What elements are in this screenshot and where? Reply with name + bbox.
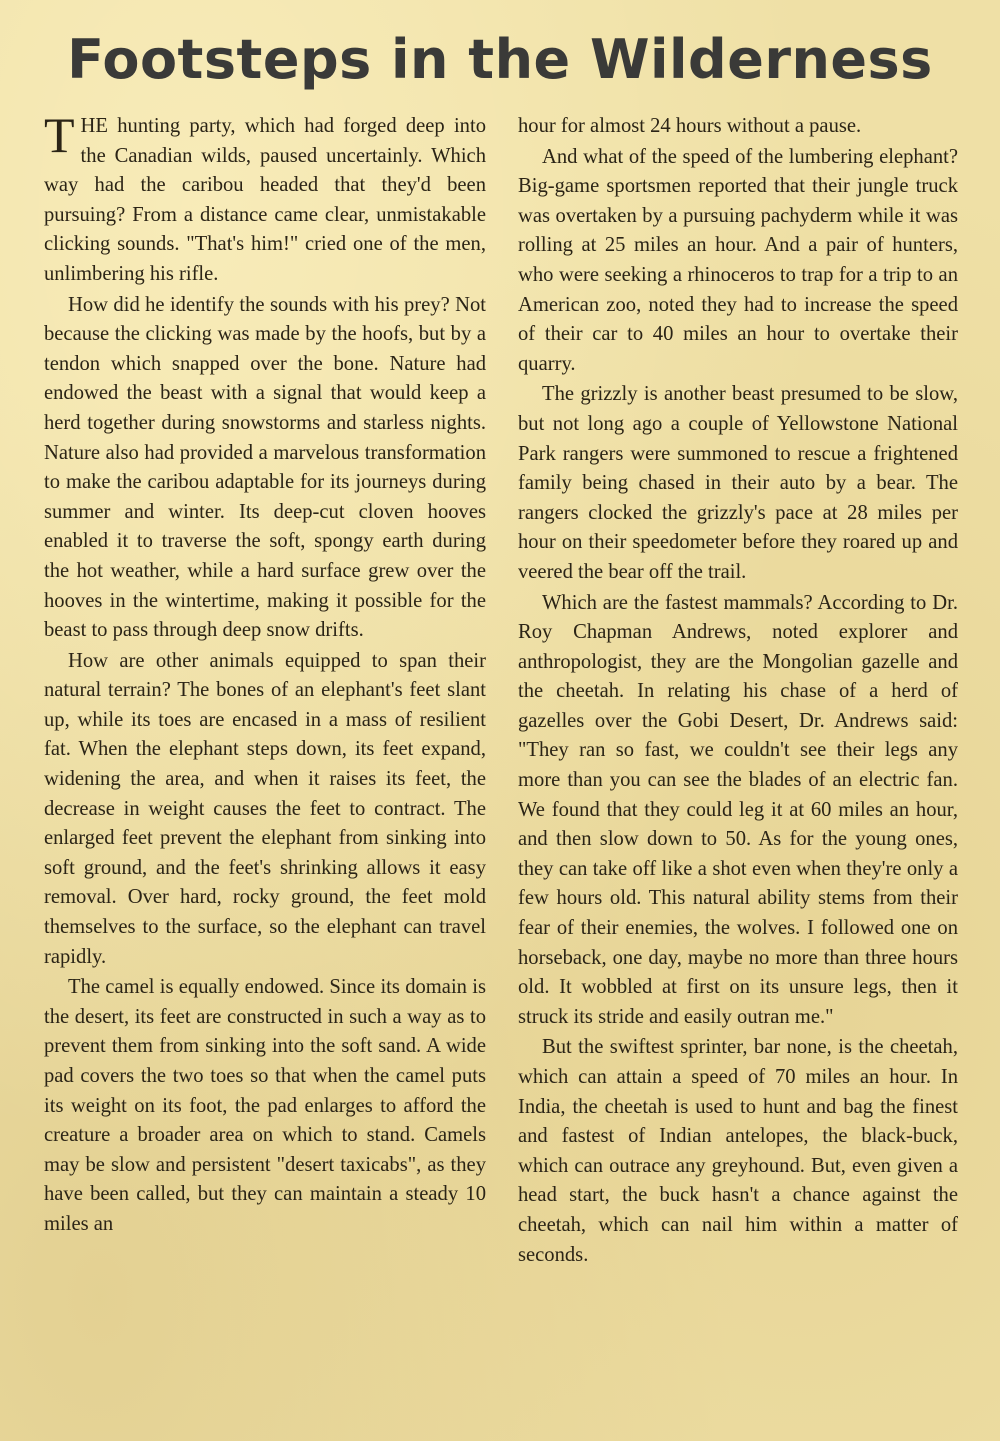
lead-in: HE <box>80 115 108 137</box>
paragraph: The grizzly is another beast presumed to be slow, but not long ago a couple of Yellowstone National Park rangers were summoned to rescue a frightened family being chased in their auto by a bear. The rangers clocked the grizzly's pace at 28 miles per hour on their speedometer before they roared up and veered the bear off the trail. <box>518 383 958 583</box>
article-title: Footsteps in the Wilderness <box>67 28 933 91</box>
paragraph: How did he identify the sounds with his prey? Not because the clicking was made by the hoofs, but by a tendon which snapped over the bone. Nature had endowed the beast with a signal that would keep a herd together during snowstorms and starless nights. Nature also had provided a marvelous transformation to make the caribou adaptable for its journeys during summer and winter. Its deep-cut cloven hooves enabled it to traverse the soft, spongy earth during the hot weather, while a hard surface grew over the hooves in the wintertime, making it possible for the beast to pass through deep snow drifts. <box>44 293 486 642</box>
left-column <box>44 107 486 1240</box>
paragraph: How are other animals equipped to span their natural terrain? The bones of an elephant's feet slant up, while its toes are encased in a mass of resilient fat. When the elephant steps down, its feet expand, widening the area, and when it raises its feet, the decrease in weight causes the feet to contract. The enlarged feet prevent the elephant from sinking into soft ground, and the feet's shrinking allows it easy removal. Over hard, rocky ground, the feet mold themselves to the surface, so the elephant can travel rapidly. <box>44 649 486 968</box>
paragraph: But the swiftest sprinter, bar none, is the cheetah, which can attain a speed of 70 miles an hour. In India, the cheetah is used to hunt and bag the finest and fastest of Indian antelopes, the black-buck, which can outrace any greyhound. But, even given a head start, the buck hasn't a chance against the cheetah, which can nail him within a matter of seconds. <box>518 1036 958 1266</box>
drop-cap: T <box>44 107 75 163</box>
continued-line: hour for almost 24 hours without a pause. <box>518 115 862 137</box>
paragraph: And what of the speed of the lumbering elephant? Big-game sportsmen reported that their jungle truck was overtaken by a pursuing pachyderm while it was rolling at 25 miles an hour. And a pair of hunters, who were seeking a rhinoceros to trap for a trip to an American zoo, noted they had to increase the speed of their car to 40 miles an hour to overtake their quarry. <box>518 145 958 375</box>
right-column <box>518 112 958 1270</box>
first-paragraph-text: hunting party, which had forged deep into the Canadian wilds, paused uncertainly. Which way had the caribou headed that they'd been pursuing? From a distance came clear, unmistakable clicking sounds. "That's him!" cried one of the men, unlimbering his rifle. <box>44 115 486 285</box>
first-paragraph <box>44 107 486 290</box>
paragraph: Which are the fastest mammals? According to Dr. Roy Chapman Andrews, noted explorer and anthropologist, they are the Mongolian gazelle and the cheetah. In relating his chase of a herd of gazelles over the Gobi Desert, Dr. Andrews said: "They ran so fast, we couldn't see their legs any more than you can see the blades of an electric fan. We found that they could leg it at 60 miles an hour, and then slow down to 50. As for the young ones, they can take off like a shot even when they're only a few hours old. This natural ability stems from their fear of their enemies, the wolves. I followed one on horseback, one day, maybe no more than three hours old. It wobbled at first on its unsure legs, then it struck its stride and easily outran me." <box>518 591 958 1028</box>
paragraph: The camel is equally endowed. Since its domain is the desert, its feet are constructed in such a way as to prevent them from sinking into the soft sand. A wide pad covers the two toes so that when the camel puts its weight on its foot, the pad enlarges to afford the creature a broader area on which to stand. Camels may be slow and persistent "desert taxicabs", as they have been called, but they can maintain a steady 10 miles an <box>44 976 486 1235</box>
